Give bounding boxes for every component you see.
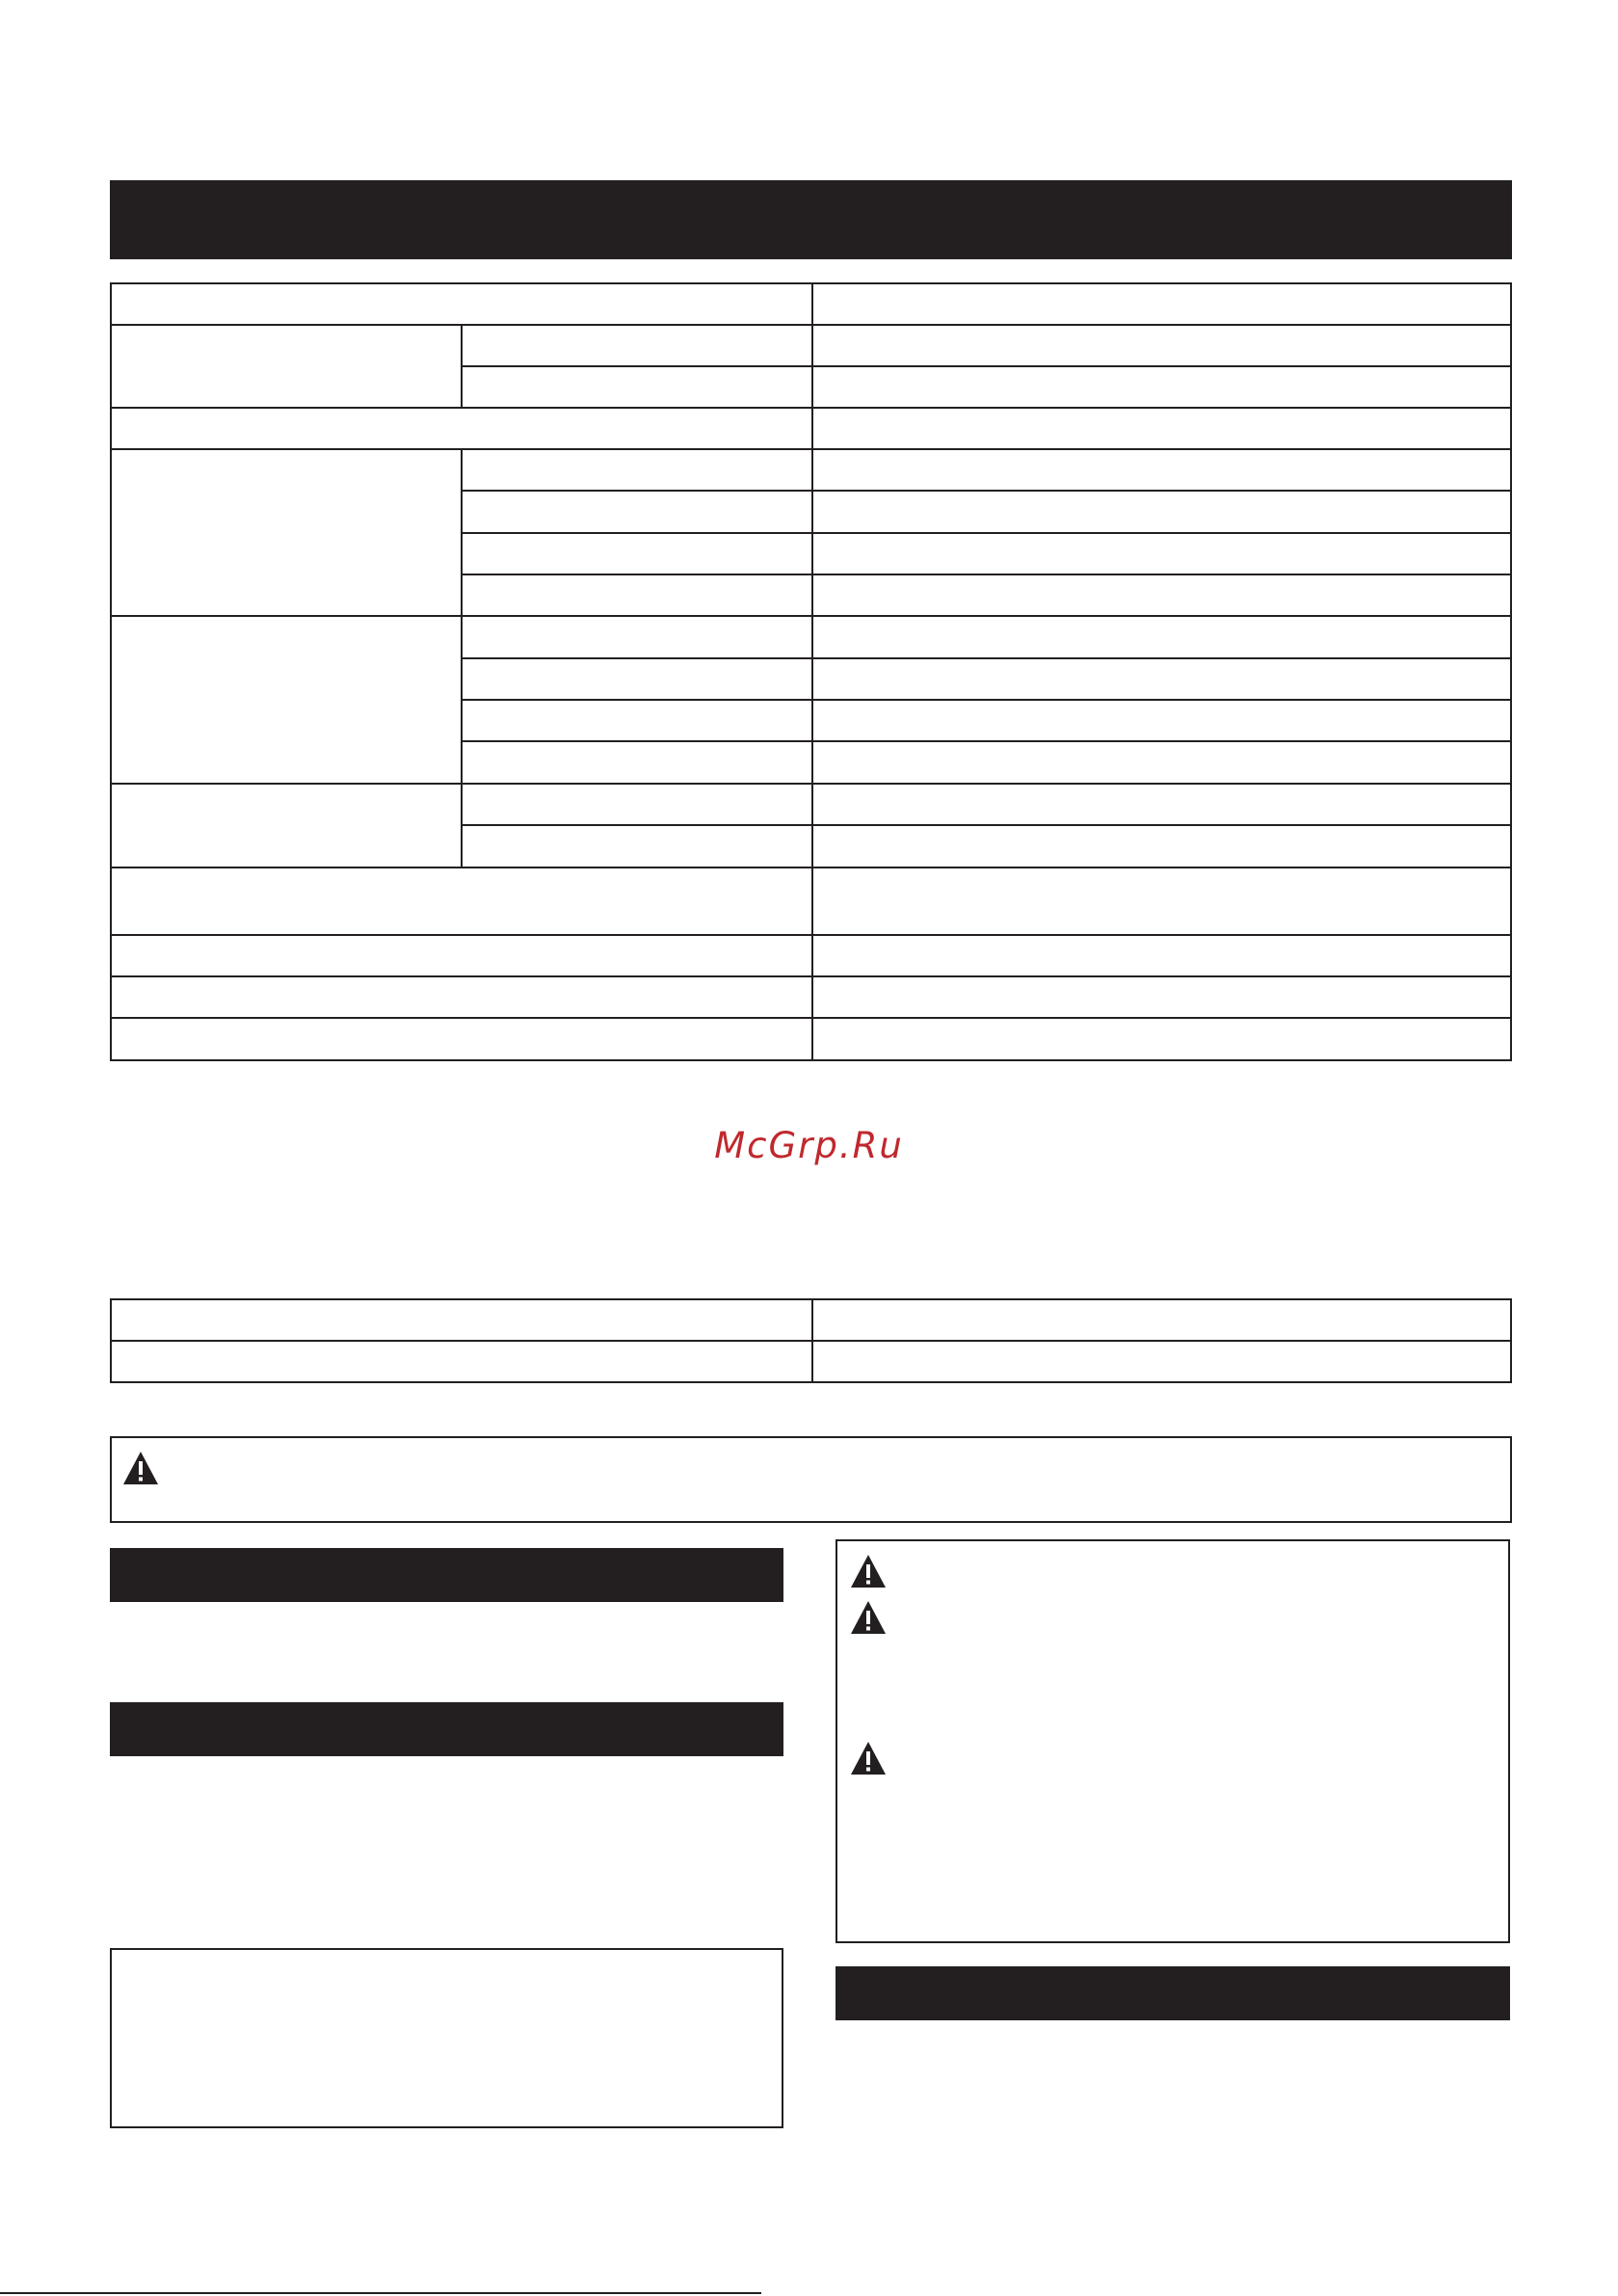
spec-cell	[461, 783, 813, 826]
spec-cell	[110, 615, 463, 785]
spec-cell	[811, 282, 1512, 326]
spec-cell	[110, 407, 813, 450]
spec-cell	[461, 824, 813, 868]
warning-box	[110, 1436, 1512, 1523]
watermark-text: McGrp.Ru	[714, 1125, 904, 1166]
specifications-title-bar	[110, 180, 1512, 259]
warning-triangle-icon	[849, 1599, 888, 1636]
section-header-bar	[836, 1966, 1510, 2020]
section-header-bar	[110, 1702, 783, 1756]
footer-rule	[0, 2292, 761, 2294]
spec-cell	[461, 657, 813, 701]
spec-cell	[811, 824, 1512, 868]
spec-cell	[811, 490, 1512, 534]
spec-cell	[811, 783, 1512, 826]
spec-cell	[811, 365, 1512, 409]
spec-cell	[110, 324, 463, 409]
secondary-cell	[811, 1340, 1512, 1383]
spec-cell	[811, 574, 1512, 617]
spec-cell	[110, 975, 813, 1019]
spec-cell	[811, 407, 1512, 450]
spec-cell	[110, 783, 463, 868]
spec-cell	[461, 740, 813, 785]
spec-cell	[461, 574, 813, 617]
spec-cell	[811, 934, 1512, 977]
spec-cell	[461, 365, 813, 409]
warning-triangle-icon	[121, 1450, 160, 1486]
spec-cell	[461, 699, 813, 742]
spec-cell	[811, 448, 1512, 492]
spec-cell	[811, 657, 1512, 701]
section-header-bar	[110, 1548, 783, 1602]
spec-cell	[461, 448, 813, 492]
spec-cell	[110, 1017, 813, 1061]
secondary-cell	[811, 1298, 1512, 1342]
spec-cell	[811, 324, 1512, 367]
spec-cell	[811, 867, 1512, 936]
spec-cell	[811, 740, 1512, 785]
spec-cell	[811, 699, 1512, 742]
secondary-cell	[110, 1340, 813, 1383]
spec-cell	[461, 490, 813, 534]
spec-cell	[461, 532, 813, 575]
spec-cell	[110, 867, 813, 936]
secondary-cell	[110, 1298, 813, 1342]
warning-triangle-icon	[849, 1553, 888, 1589]
spec-cell	[110, 934, 813, 977]
spec-cell	[811, 975, 1512, 1019]
spec-cell	[110, 448, 463, 617]
spec-cell	[811, 532, 1512, 575]
warnings-panel	[836, 1539, 1510, 1943]
spec-cell	[110, 282, 813, 326]
note-box	[110, 1948, 783, 2128]
spec-cell	[461, 615, 813, 659]
spec-cell	[811, 1017, 1512, 1061]
spec-cell	[461, 324, 813, 367]
spec-cell	[811, 615, 1512, 659]
warning-triangle-icon	[849, 1740, 888, 1776]
